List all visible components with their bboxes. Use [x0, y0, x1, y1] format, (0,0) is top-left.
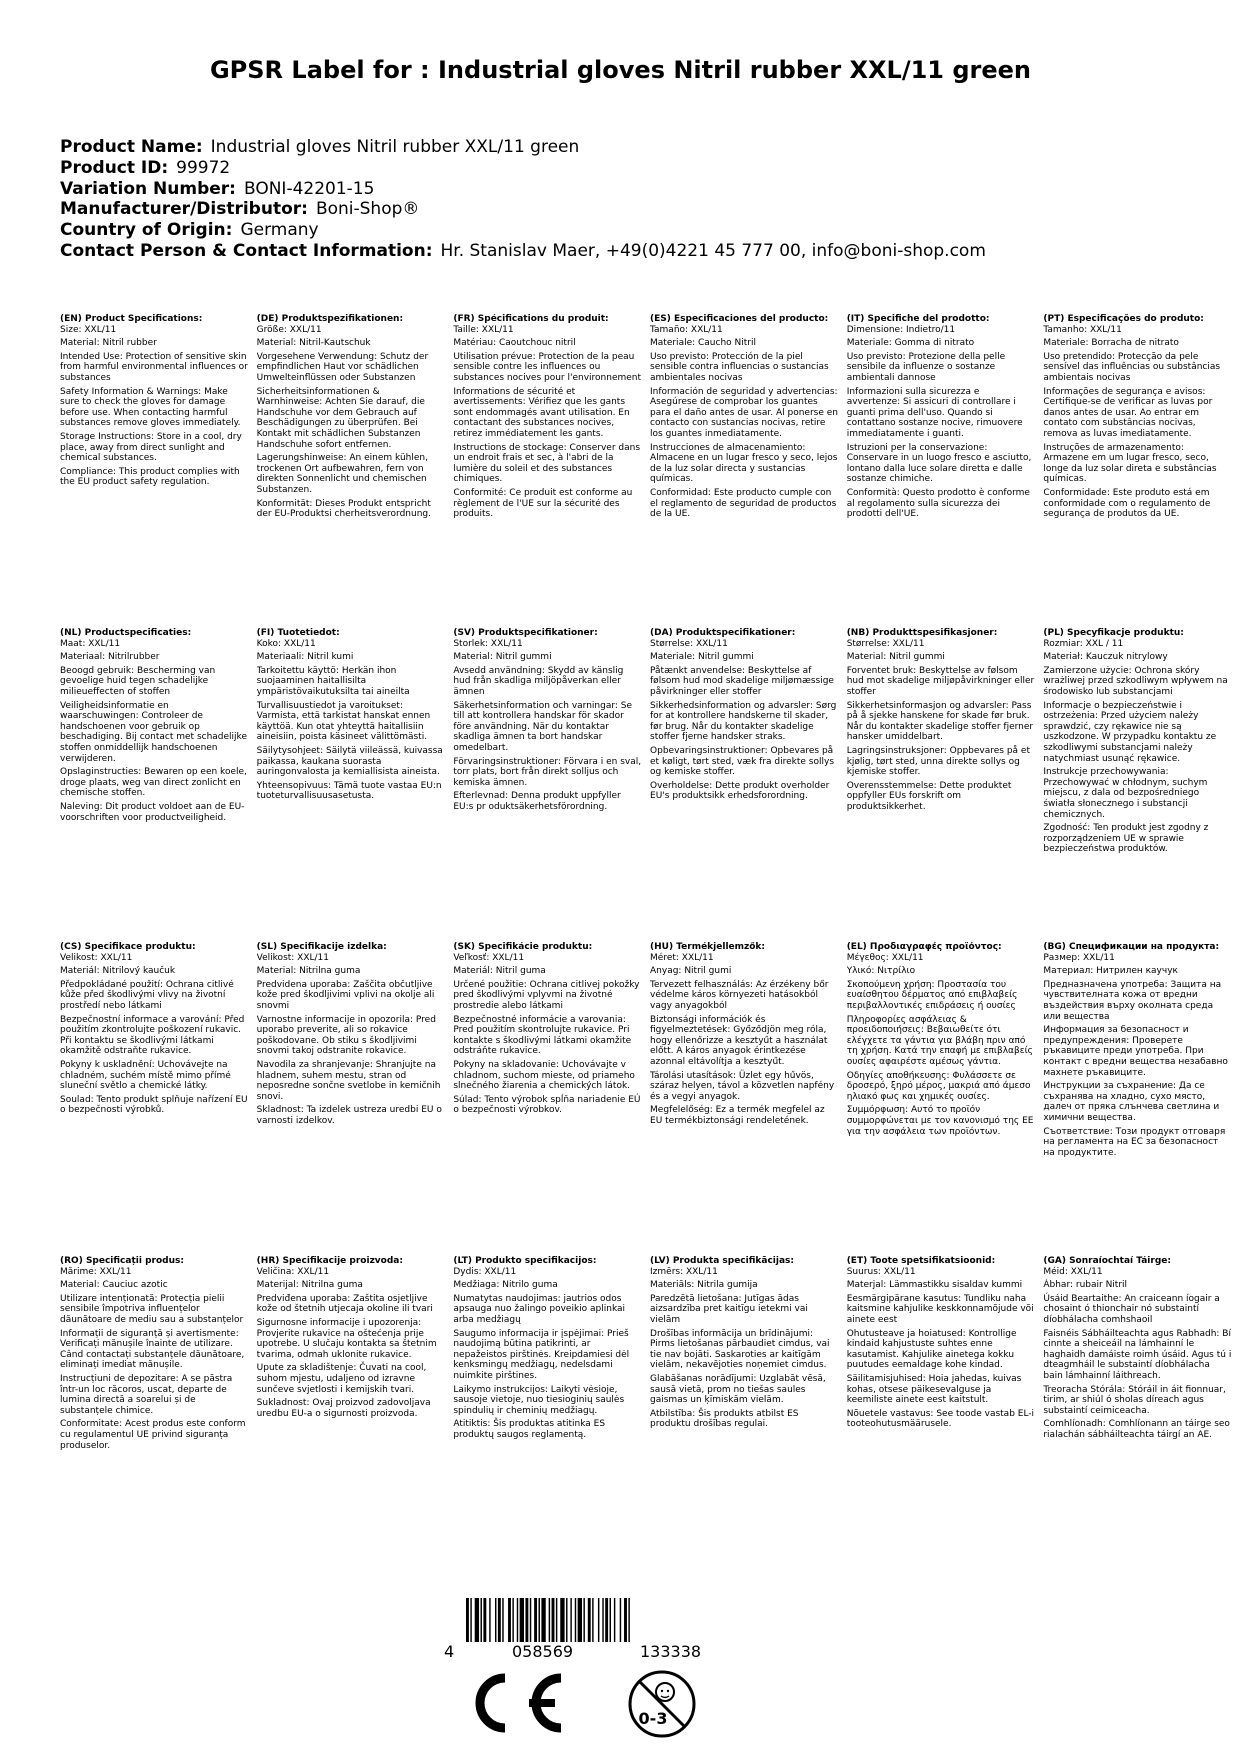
spec-line: Material: Nitril-Kautschuk: [256, 338, 371, 349]
spec-line: Úsáid Beartaithe: An craiceann íogair a chosaint ó thionchair nó substaintí díobhálacha comhshaoil: [1043, 1293, 1220, 1325]
spec-line: Méid: XXL/11: [1043, 1266, 1103, 1277]
spec-line: Material: Nitril rubber: [60, 338, 157, 349]
barcode-bar: [556, 1598, 557, 1642]
spec-line: Informations de sécurité et avertissements: Vérifiez que les gants sont endommagés avant utilisation. En contactant des substances nocives, retirez immédiatement les gants.: [453, 386, 630, 439]
barcode-bar: [605, 1598, 608, 1642]
barcode-digits-right: 133338: [640, 1642, 702, 1661]
spec-line: Méret: XXL/11: [650, 952, 714, 963]
info-row: [60, 158, 1190, 179]
spec-heading: (SK) Špecifikácie produktu:: [453, 942, 593, 952]
specifications-row: [60, 628, 1240, 942]
spec-line: Material: Cauciuc azotic: [60, 1280, 168, 1291]
spec-line: Forventet bruk: Beskyttelse av følsom hud mot skadelige miljøpåvirkninger eller stoffer: [846, 665, 1035, 697]
spec-heading: (IT) Specifiche del prodotto:: [846, 314, 990, 324]
spec-heading: (PT) Especificações do produto:: [1043, 314, 1204, 324]
spec-block: [1043, 1256, 1240, 1570]
spec-line: Glabāšanas norādījumi: Uzglabāt vēsā, sausā vietā, prom no tiešas saules gaismas un ķīmiskām vielām.: [650, 1373, 826, 1406]
spec-line: Utilizare intenționată: Protecția pielii sensibile împotriva influențelor dăunătoare de mediu sau a substanțelor: [60, 1293, 244, 1325]
spec-line: Información de seguridad y advertencias: Asegúrese de comprobar los guantes para el daño antes de usar. Al ponerse en contacto con sustancias nocivas, retire los guantes inmediatamente.: [650, 386, 838, 439]
spec-line: Uso previsto: Protección de la piel sensible contra influencias o sustancias ambientales nocivas: [650, 351, 829, 383]
info-label: Product ID:: [60, 157, 169, 178]
not-for-children-0-3-icon: [626, 1668, 698, 1740]
spec-line: Uso pretendido: Protecção da pele sensível das influências ou substâncias ambientais nocivas: [1043, 351, 1221, 383]
barcode-bar: [502, 1598, 503, 1642]
spec-heading: (CS) Specifikace produktu:: [60, 942, 196, 952]
spec-block: [60, 314, 257, 628]
spec-heading: (EL) Προδιαγραφές προϊόντος:: [846, 942, 1002, 952]
spec-line: Suurus: XXL/11: [846, 1266, 916, 1277]
spec-line: Numatytas naudojimas: jautrios odos apsauga nuo žalingo poveikio aplinkai arba medžiagų: [453, 1293, 626, 1325]
info-row: [60, 137, 1190, 158]
spec-heading: (GA) Sonraíochtaí Táirge:: [1043, 1256, 1171, 1266]
barcode-bar: [520, 1598, 524, 1642]
spec-line: Informacje o bezpieczeństwie i ostrzeżenia: Przed użyciem należy sprawdzić, czy rękawice nie są uszkodzone. W przypadku kontaktu ze szkodliwymi substancjami należy natychmiast usunąć rękawice.: [1043, 700, 1217, 764]
barcode-bar: [489, 1598, 490, 1642]
spec-line: Material: Nitrilna guma: [256, 966, 361, 977]
spec-heading: (FI) Tuotetiedot:: [256, 628, 340, 638]
barcode-bar: [517, 1598, 518, 1642]
spec-line: Materiale: Caucho Nitril: [650, 338, 756, 349]
spec-line: Overholdelse: Dette produkt overholder EU's produktsikk erhedsforordning.: [650, 780, 830, 802]
specifications-row: [60, 942, 1240, 1256]
spec-line: Megfelelőség: Ez a termék megfelel az EU termékbiztonsági rendeletének.: [650, 1105, 825, 1126]
info-label: Product Name:: [60, 137, 203, 157]
info-row: [60, 179, 1190, 200]
spec-line: Materiāls: Nitrila gumija: [650, 1280, 758, 1291]
spec-line: Sicherheitsinformationen & Warnhinweise: Achten Sie darauf, die Handschuhe vor dem Gebrauch auf Beschädigungen zu überprüfen. Bei Kontakt mit schädlichen Substanzen Handschuhe sofort entfernen.: [256, 386, 425, 450]
barcode-digits: [440, 1642, 740, 1660]
info-row: [60, 220, 1190, 241]
spec-line: Συμμόρφωση: Αυτό το προϊόν συμμορφώνεται με τον κανονισμό της ΕΕ για την ασφάλεια των προϊόντων.: [846, 1105, 1034, 1137]
spec-line: Tamanho: XXL/11: [1043, 324, 1122, 335]
spec-line: Informazioni sulla sicurezza e avvertenze: Si assicuri di controllare i guanti prima dell'uso. Quando si contattano sostanze nocive, rimuovere immediatamente i guanti.: [846, 386, 1023, 439]
spec-line: Mărime: XXL/11: [60, 1266, 132, 1277]
info-value: Hr. Stanislav Maer, +49(0)4221 45 777 00, info@boni-shop.com: [440, 240, 986, 261]
spec-heading: (RO) Specificații produs:: [60, 1256, 184, 1266]
barcode-bar: [534, 1598, 537, 1642]
spec-line: Efterlevnad: Denna produkt uppfyller EU:s pr oduktsäkerhetsförordning.: [453, 791, 621, 812]
spec-line: Predviđena uporaba: Zaštita osjetljive kože od štetnih utjecaja okoline ili tvari: [256, 1293, 433, 1315]
barcode-bar: [610, 1598, 611, 1642]
spec-line: Určené použitie: Ochrana citlivej pokožky pred škodlivými vplyvmi na životné prostredie alebo látkami: [453, 979, 640, 1011]
spec-line: Veiligheidsinformatie en waarschuwingen: Controleer de handschoenen voor gebruik op beschadiging. Bij contact met schadelijke stoffen onmiddellijk handschoenen verwijderen.: [60, 700, 247, 764]
barcode-digits-left: 058569: [512, 1642, 574, 1661]
spec-line: Upute za skladištenje: Čuvati na cool, suhom mjestu, udaljeno od izravne sunčeve svjetlosti i kemijskih tvari.: [256, 1363, 427, 1395]
spec-heading: (PL) Specyfikacje produktu:: [1043, 628, 1184, 638]
spec-line: Veličina: XXL/11: [256, 1266, 330, 1277]
spec-block: [1043, 628, 1240, 942]
spec-line: Naleving: Dit product voldoet aan de EU-voorschriften voor productveiligheid.: [60, 801, 245, 823]
spec-line: Drošības informācija un brīdinājumi: Pirms lietošanas pārbaudiet cimdus, vai tie nav bojāti. Saskaroties ar kaitīgām vielām, nekavējoties noņemiet cimdus.: [650, 1328, 830, 1371]
spec-line: Påtænkt anvendelse: Beskyttelse af følsom hud mod skadelige miljømæssige påvirkninger eller stoffer: [650, 665, 834, 697]
info-value: BONI-42201-15: [243, 178, 375, 199]
spec-line: Skladnost: Ta izdelek ustreza uredbi EU o varnosti izdelkov.: [256, 1105, 442, 1126]
spec-line: Opbevaringsinstruktioner: Opbevares på et køligt, tørt sted, væk fra direkte sollys og kemiske stoffer.: [650, 745, 835, 778]
info-label: Contact Person & Contact Information:: [60, 240, 433, 261]
spec-line: Размер: XXL/11: [1043, 952, 1115, 963]
spec-line: Υλικό: Νιτρίλιο: [846, 966, 916, 977]
spec-line: Säilitamisjuhised: Hoia jahedas, kuivas kohas, otsese päikesevalguse ja keemiliste ainete eest kaitstult.: [846, 1373, 1022, 1406]
barcode-bar: [614, 1598, 615, 1642]
spec-line: Säkerhetsinformation och varningar: Se till att kontrollera handskar för skador före användning. När du kontaktar skadliga ämnen ta bort handskar omedelbart.: [453, 700, 633, 753]
spec-block: [847, 942, 1044, 1256]
spec-line: Materiál: Nitril guma: [453, 966, 546, 977]
spec-line: Avsedd användning: Skydd av känslig hud från skadliga miljöpåverkan eller ämnen: [453, 665, 624, 697]
spec-line: Informații de siguranță și avertismente: Verificați mănușile înainte de utilizare. Când contactați substanțele dăunătoare, eliminați imediat mănușile.: [60, 1328, 245, 1371]
barcode-bar: [628, 1598, 629, 1642]
spec-line: Treoracha Stórála: Stóráil in áit fionnuar, tirim, ar shiúl ó sholas díreach agus substaintí ceimiceacha.: [1043, 1384, 1226, 1416]
spec-heading: (HU) Termékjellemzők:: [650, 942, 766, 952]
spec-line: Paredzētā lietošana: Jutīgas ādas aizsardzība pret kaitīgu ietekmi vai vielām: [650, 1293, 808, 1325]
spec-line: Atbilstība: Šis produkts atbilst ES produktu drošības regulai.: [650, 1408, 799, 1430]
spec-line: Zgodność: Ten produkt jest zgodny z rozporządzeniem UE w sprawie bezpieczeństwa produktów.: [1043, 823, 1209, 855]
spec-line: Sikkerhetsinformasjon og advarsler: Pass på å sjekke hanskene for skade før bruk. Når du kontakter skadelige stoffer fjerner hansker umiddelbart.: [846, 700, 1034, 743]
spec-line: Matériau: Caoutchouc nitril: [453, 338, 576, 349]
spec-line: Materiál: Nitrilový kaučuk: [60, 966, 176, 977]
spec-line: Materiaali: Nitril kumi: [256, 652, 354, 663]
spec-block: [60, 942, 257, 1256]
spec-line: Størrelse: XXL/11: [846, 638, 925, 649]
age-mark-label: 0-3: [638, 1709, 668, 1728]
spec-line: Vorgesehene Verwendung: Schutz der empfindlichen Haut vor schädlichen Umwelteinflüssen oder Substanzen: [256, 351, 429, 383]
spec-block: [1043, 942, 1240, 1256]
spec-line: Instruções de armazenamento: Armazene em um lugar fresco, seco, longe da luz solar direta e substâncias químicas.: [1043, 442, 1217, 485]
specifications-row: [60, 314, 1240, 628]
spec-line: Storage Instructions: Store in a cool, dry place, away from direct sunlight and chemical substances.: [60, 431, 242, 464]
specifications-grid: [60, 314, 1240, 1570]
spec-line: Bezpečnostné informácie a varovania: Pred použitím skontrolujte rukavice. Pri kontakte s škodlivými látkami okamžite odstráňte rukavice.: [453, 1014, 632, 1057]
spec-block: [847, 314, 1044, 628]
spec-heading: (ET) Toote spetsifikatsioonid:: [846, 1256, 996, 1266]
spec-block: [847, 1256, 1044, 1570]
spec-line: Laikymo instrukcijos: Laikyti vėsioje, sausoje vietoje, nuo tiesioginių saulės spindulių ir cheminių medžiagų.: [453, 1384, 625, 1416]
spec-line: Tárolási utasítások: Üzlet egy hűvös, száraz helyen, távol a közvetlen napfény és a vegyi anyagok.: [650, 1070, 835, 1102]
spec-line: Οδηγίες αποθήκευσης: Φυλάσσετε σε δροσερό, ξηρό μέρος, μακριά από άμεσο ηλιακό φως και χημικές ουσίες.: [846, 1070, 1031, 1102]
spec-line: Beoogd gebruik: Bescherming van gevoelige huid tegen schadelijke milieueffecten of stoffen: [60, 665, 216, 697]
info-value: Boni-Shop®: [315, 199, 420, 220]
product-info: [60, 137, 1190, 262]
spec-line: Lagringsinstruksjoner: Oppbevares på et kjølig, tørt sted, unna direkte sollys og kjemiske stoffer.: [846, 745, 1030, 778]
spec-line: Conformidad: Este producto cumple con el reglamento de seguridad de productos de la UE.: [650, 487, 837, 520]
spec-line: Yhteensopivuus: Tämä tuote vastaa EU:n tuoteturvallisuusasetusta.: [256, 780, 442, 802]
info-label: Variation Number:: [60, 178, 236, 199]
spec-line: Инструкции за съхранение: Да се съхранява на хладно, сухо място, далеч от пряка слънчева светлина и химични вещества.: [1043, 1081, 1220, 1123]
spec-line: Biztonsági információk és figyelmeztetések: Győződjön meg róla, hogy ellenőrizze a kesztyűt a használat előtt. A káros anyagok érintkezése azonnal eltávolítja a kesztyűt.: [650, 1014, 828, 1067]
spec-heading: (LV) Produkta specifikācijas:: [650, 1256, 794, 1266]
barcode-bars: [466, 1598, 742, 1642]
spec-line: Materiale: Borracha de nitrato: [1043, 338, 1179, 349]
spec-block: [453, 942, 650, 1256]
spec-line: Eesmärgipärane kasutus: Tundliku naha kaitsmine kahjulike keskkonnamõjude või ainete eest: [846, 1293, 1034, 1325]
spec-line: Sigurnosne informacije i upozorenja: Provjerite rukavice na oštećenja prije upotrebe. U slučaju kontakta sa štetnim tvarima, odmah uklonite rukavice.: [256, 1317, 437, 1360]
spec-line: Predvidena uporaba: Zaščita občutljive kože pred škodljivimi vplivi na okolje ali snovmi: [256, 979, 435, 1011]
spec-line: Overensstemmelse: Dette produktet oppfyller EUs forskrift om produktsikkerhet.: [846, 780, 1012, 812]
spec-block: [453, 314, 650, 628]
spec-line: Izmērs: XXL/11: [650, 1266, 718, 1277]
spec-line: Dydis: XXL/11: [453, 1266, 517, 1277]
spec-line: Istruzioni per la conservazione: Conservare in un luogo fresco e asciutto, lontano dalla luce solare diretta e dalle sostanze chimiche.: [846, 442, 1032, 485]
barcode-bar: [560, 1598, 564, 1642]
spec-line: Nõuetele vastavus: See toode vastab EL-i tooteohutusmäärusele.: [846, 1408, 1035, 1430]
barcode-bar: [575, 1598, 576, 1642]
barcode-bar: [578, 1598, 582, 1642]
info-row: [60, 199, 1190, 220]
info-value: Industrial gloves Nitril rubber XXL/11 green: [210, 137, 580, 157]
barcode-bar: [525, 1598, 528, 1642]
spec-line: Lagerungshinweise: An einem kühlen, trockenen Ort aufbewahren, fern von direkten Sonnenlicht und chemischen Substanzen.: [256, 453, 428, 495]
spec-line: Súlad: Tento výrobok spĺňa nariadenie EÚ o bezpečnosti výrobkov.: [453, 1094, 641, 1116]
spec-line: Sikkerhedsinformation og advarsler: Sørg for at kontrollere handskerne til skader, før brug. Når du kontakter skadelige stoffer fjerne handsker straks.: [650, 700, 837, 743]
spec-line: Ábhar: rubair Nitril: [1043, 1280, 1128, 1291]
barcode-bar: [588, 1598, 591, 1642]
barcode-bar: [541, 1598, 545, 1642]
spec-heading: (DA) Produktspecifikationer:: [650, 628, 796, 638]
spec-line: Opslaginstructies: Bewaren op een koele, droge plaats, weg van direct zonlicht en chemische stoffen.: [60, 767, 247, 799]
spec-line: Comhlíonadh: Comhlíonann an táirge seo rialachán sábháilteachta táirgí an AE.: [1043, 1419, 1230, 1440]
spec-heading: (SL) Specifikacije izdelka:: [256, 942, 387, 952]
spec-line: Conformitate: Acest produs este conform cu regulamentul UE privind siguranța produselor.: [60, 1419, 246, 1451]
info-row: [60, 241, 1190, 262]
spec-line: Velikost: XXL/11: [256, 952, 330, 963]
spec-line: Zamierzone użycie: Ochrona skóry wrażliwej przed szkodliwym wpływem na środowisko lub substancjami: [1043, 665, 1228, 697]
spec-line: Material: Nitril gummi: [846, 652, 945, 663]
spec-line: Koko: XXL/11: [256, 638, 316, 649]
spec-heading: (LT) Produkto specifikacijos:: [453, 1256, 597, 1266]
barcode-bar: [539, 1598, 540, 1642]
spec-line: Taille: XXL/11: [453, 324, 514, 335]
barcode-bar: [620, 1598, 621, 1642]
spec-block: [650, 628, 847, 942]
spec-line: Материал: Нитрилен каучук: [1043, 966, 1178, 977]
spec-line: Conformità: Questo prodotto è conforme al regolamento sulla sicurezza dei prodotti dell'UE.: [846, 487, 1030, 520]
spec-line: Size: XXL/11: [60, 324, 117, 335]
barcode-bar: [624, 1598, 627, 1642]
spec-line: Μέγεθος: XXL/11: [846, 952, 924, 963]
spec-line: Informações de segurança e avisos: Certifique-se de verificar as luvas por danos antes de usar. Ao entrar em contato com substâncias nocivas, remova as luvas imediatamente.: [1043, 386, 1213, 439]
spec-line: Ohutusteave ja hoiatused: Kontrollige kindaid kahjustuste suhtes enne kasutamist. Kahjulike ainetega kokku puutudes eemaldage kohe kindad.: [846, 1328, 1017, 1371]
spec-line: Saugumo informacija ir įspėjimai: Prieš naudojimą būtina patikrinti, ar nepažeistos pirštinės. Kreipdamiesi dėl kenksmingų medžiagų, nedelsdami nuimkite pirštines.: [453, 1328, 630, 1381]
barcode-bar: [466, 1598, 469, 1642]
spec-line: Veľkosť: XXL/11: [453, 952, 525, 963]
barcode-bar: [530, 1598, 531, 1642]
spec-line: Rozmiar: XXL / 11: [1043, 638, 1124, 649]
spec-line: Velikost: XXL/11: [60, 952, 133, 963]
spec-line: Navodila za shranjevanje: Shranjujte na hladnem, suhem mestu, stran od neposredne sončne svetlobe in kemičnih snovi.: [256, 1059, 441, 1102]
spec-block: [453, 628, 650, 942]
spec-line: Съответствие: Този продукт отговаря на регламента на ЕС за безопасност на продуктите.: [1043, 1126, 1226, 1158]
spec-line: Größe: XXL/11: [256, 324, 322, 335]
spec-line: Størrelse: XXL/11: [650, 638, 728, 649]
spec-line: Dimensione: Indietro/11: [846, 324, 956, 335]
barcode-bar: [592, 1598, 593, 1642]
spec-line: Materiale: Nitril gummi: [650, 652, 754, 663]
spec-line: Medžiaga: Nitrilo guma: [453, 1280, 558, 1291]
spec-line: Tervezett felhasználás: Az érzékeny bőr védelme káros környezeti hatásokból vagy anyagokból: [650, 979, 829, 1011]
spec-line: Anyag: Nitril gumi: [650, 966, 732, 977]
spec-line: Safety Information & Warnings: Make sure to check the gloves for damage before use. When contacting harmful substances remove gloves immediately.: [60, 386, 241, 429]
spec-line: Faisnéis Sábháilteachta agus Rabhadh: Bí cinnte a sheiceáil na lámhainní le haghaidh damáiste roimh úsáid. Agus tú i dteagmháil le substaintí díobhálacha bain lámhainní láithreach.: [1043, 1328, 1232, 1381]
barcode-bar: [570, 1598, 571, 1642]
spec-line: Предназначена употреба: Защита на чувствителната кожа от вредни въздействия върху околната среда или вещества: [1043, 979, 1222, 1022]
page-title: GPSR Label for : Industrial gloves Nitril rubber XXL/11 green: [209, 56, 1031, 84]
spec-block: [60, 628, 257, 942]
info-value: Germany: [240, 220, 319, 241]
spec-line: Varnostne informacije in opozorila: Pred uporabo preverite, ali so rokavice poškodovane. Ob stiku s škodljivimi snovmi takoj odstranite rokavice.: [256, 1014, 436, 1057]
spec-line: Materiał: Kauczuk nitrylowy: [1043, 652, 1168, 663]
spec-block: [1043, 314, 1240, 628]
info-label: Country of Origin:: [60, 220, 233, 241]
spec-block: [257, 314, 454, 628]
spec-line: Material: Nitril gummi: [453, 652, 552, 663]
barcode-bar: [583, 1598, 584, 1642]
spec-line: Compliance: This product complies with the EU product safety regulation.: [60, 466, 240, 488]
spec-heading: (NB) Produkttspesifikasjoner:: [846, 628, 998, 638]
barcode-bar: [552, 1598, 555, 1642]
spec-line: Instructions de stockage: Conserver dans un endroit frais et sec, à l'abri de la lumière du soleil et des substances chimiques.: [453, 442, 641, 485]
spec-line: Förvaringsinstruktioner: Förvara i en sval, torr plats, bort från direkt solljus och kemiska ämnen.: [453, 756, 642, 788]
barcode-bar: [483, 1598, 486, 1642]
spec-line: Sukladnost: Ovaj proizvod zadovoljava uredbu EU-a o sigurnosti proizvoda.: [256, 1398, 431, 1419]
specifications-row: [60, 1256, 1240, 1570]
spec-heading: (ES) Especificaciones del producto:: [650, 314, 829, 324]
barcode-bar: [512, 1598, 513, 1642]
spec-line: Maat: XXL/11: [60, 638, 121, 649]
spec-block: [650, 1256, 847, 1570]
barcode-bar: [566, 1598, 567, 1642]
spec-heading: (EN) Product Specifications:: [60, 314, 203, 324]
barcode-bar: [470, 1598, 471, 1642]
spec-line: Tarkoitettu käyttö: Herkän ihon suojaaminen haitallisilta ympäristövaikutuksilta tai aineilta: [256, 665, 410, 697]
spec-heading: (FR) Spécifications du produit:: [453, 314, 609, 324]
spec-heading: (NL) Productspecificaties:: [60, 628, 192, 638]
spec-line: Conformité: Ce produit est conforme au règlement de l'UE sur la sécurité des produits.: [453, 487, 633, 520]
spec-block: [650, 314, 847, 628]
spec-line: Πληροφορίες ασφάλειας & προειδοποιήσεις: Βεβαιωθείτε ότι ελέγχετε τα γάντια για βλάβη πριν από τη χρήση. Κατά την επαφή με επιβλαβείς ουσίες αφαιρέστε αμέσως γάντια.: [846, 1014, 1033, 1067]
spec-line: Instrucțiuni de depozitare: A se păstra într-un loc răcoros, uscat, departe de lumina directă a soarelui și de substanțele chimice.: [60, 1373, 233, 1416]
spec-heading: (BG) Спецификации на продукта:: [1043, 942, 1220, 952]
barcode-bar: [602, 1598, 603, 1642]
spec-block: [847, 628, 1044, 942]
spec-line: Conformidade: Este produto está em conformidade com o regulamento de segurança de produtos da UE.: [1043, 487, 1211, 520]
spec-line: Σκοπούμενη χρήση: Προστασία του ευαίσθητου δέρματος από επιβλαβείς περιβαλλοντικές επιδράσεις ή ουσίες: [846, 979, 1018, 1011]
spec-block: [257, 628, 454, 942]
info-label: Manufacturer/Distributor:: [60, 199, 308, 220]
spec-line: Pokyny k uskladnění: Uchovávejte na chladném, suchém místě mimo přímé sluneční světlo a chemické látky.: [60, 1059, 231, 1092]
spec-line: Turvallisuustiedot ja varoitukset: Varmista, että tarkistat hanskat ennen käyttöä. Kun otat yhteyttä haitallisiin aineisiin, poista käsineet välittömästi.: [256, 700, 431, 743]
info-value: 99972: [176, 157, 231, 178]
barcode-bar: [481, 1598, 482, 1642]
spec-block: [650, 942, 847, 1256]
spec-line: Uso previsto: Protezione della pelle sensibile da influenze o sostanze ambientali dannose: [846, 351, 1006, 383]
spec-line: Instrukcje przechowywania: Przechowywać w chłodnym, suchym miejscu, z dala od bezpośredniego światła słonecznego i substancji chemicznych.: [1043, 767, 1208, 820]
spec-line: Bezpečnostní informace a varování: Před použitím zkontrolujte poškození rukavic. Při kontaktu se škodlivými látkami okamžitě odstraňte rukavice.: [60, 1014, 245, 1057]
spec-line: Materiale: Gomma di nitrato: [846, 338, 975, 349]
spec-heading: (SV) Produktspecifikationer:: [453, 628, 598, 638]
spec-heading: (HR) Specifikacije proizvoda:: [256, 1256, 403, 1266]
spec-line: Pokyny na skladovanie: Uchovávajte v chladnom, suchom mieste, od priameho slnečného žiarenia a chemických látok.: [453, 1059, 635, 1092]
barcode: [440, 1598, 740, 1661]
barcode-bar: [598, 1598, 599, 1642]
spec-line: Materjal: Lämmastikku sisaldav kummi: [846, 1280, 1023, 1291]
barcode-bar: [475, 1598, 479, 1642]
spec-line: Utilisation prévue: Protection de la peau sensible contre les influences ou substances nocives pour l'environnement: [453, 351, 642, 383]
ce-mark-icon: [457, 1672, 567, 1734]
barcode-digit-first: 4: [444, 1642, 455, 1661]
spec-block: [257, 942, 454, 1256]
spec-line: Předpokládané použití: Ochrana citlivé kůže před škodlivými vlivy na životní prostředí nebo látkami: [60, 979, 234, 1011]
spec-line: Atitiktis: Šis produktas atitinka ES produktų saugos reglamentą.: [453, 1419, 606, 1440]
spec-line: Storlek: XXL/11: [453, 638, 523, 649]
barcode-bar: [508, 1598, 511, 1642]
barcode-bar: [498, 1598, 501, 1642]
spec-line: Konformität: Dieses Produkt entspricht der EU-Produktsi cherheitsverordnung.: [256, 498, 431, 520]
spec-line: Intended Use: Protection of sensitive skin from harmful environmental influences or substances: [60, 351, 248, 383]
spec-line: Tamaño: XXL/11: [650, 324, 723, 335]
barcode-bar: [495, 1598, 496, 1642]
spec-heading: (DE) Produktspezifikationen:: [256, 314, 404, 324]
spec-line: Materijal: Nitrilna guma: [256, 1280, 363, 1291]
barcode-bar: [549, 1598, 550, 1642]
spec-line: Информация за безопасност и предупреждения: Проверете ръкавиците преди употреба. При контакт с вредни вещества незабавно махнете ръкавиците.: [1043, 1025, 1228, 1078]
spec-block: [257, 1256, 454, 1570]
spec-line: Materiaal: Nitrilrubber: [60, 652, 160, 663]
spec-line: Soulad: Tento produkt splňuje nařízení EU o bezpečnosti výrobků.: [60, 1094, 248, 1116]
spec-block: [60, 1256, 257, 1570]
spec-line: Säilytysohjeet: Säilytä viileässä, kuivassa paikassa, kaukana suorasta auringonvalosta ja kemiallisista aineista.: [256, 745, 443, 778]
spec-line: Instrucciones de almacenamiento: Almacene en un lugar fresco y seco, lejos de la luz solar directa y sustancias químicas.: [650, 442, 838, 485]
spec-block: [453, 1256, 650, 1570]
